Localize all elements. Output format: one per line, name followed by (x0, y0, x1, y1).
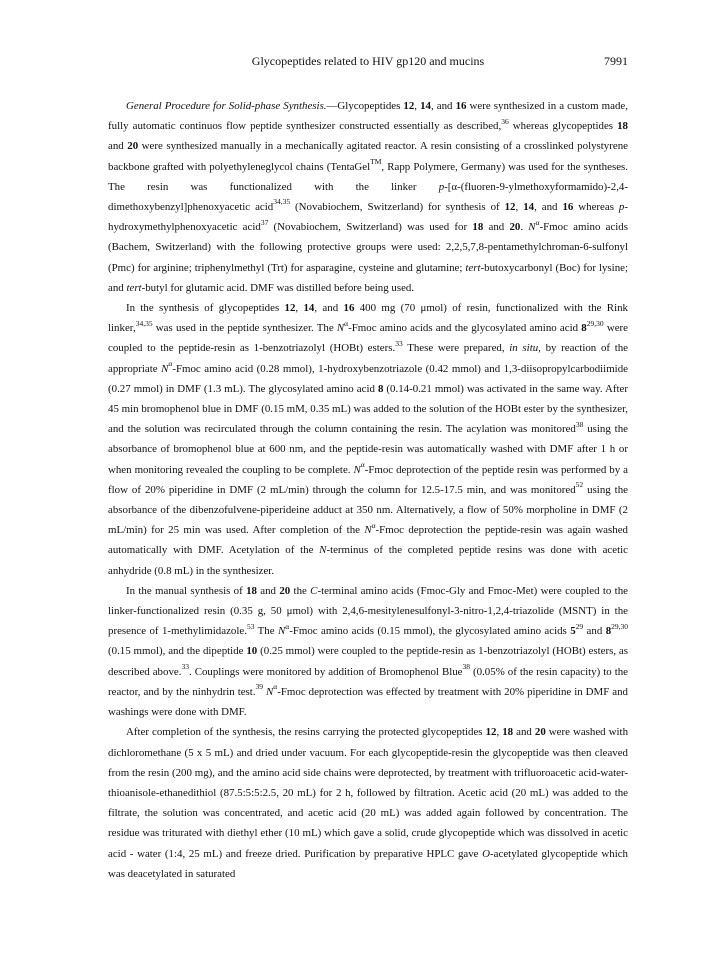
paragraph-cleavage: After completion of the synthesis, the resins carrying the protected glycopeptides 12, 18 and 20 were washed with dichloromethane (5 x 5 mL) and dried under vacuum. For each glycopeptide-resin the glycopeptide was then cleaved from the resin (200 mg), and the amino acid side chains were deprotected, by treatment with trifluoroacetic acid-water-thioanisole-ethanedithiol (87.5:5:5:2.5, 20 mL) for 2 h, followed by filtration. Acetic acid (20 mL) was added to the filtrate, the solution was concentrated, and acetic acid (20 mL) was added again followed by concentration. The residue was triturated with diethyl ether (10 mL) which gave a solid, crude glycopeptide which was dissolved in acetic acid - water (1:4, 25 mL) and freeze dried. Purification by preparative HPLC gave O-acetylated glycopeptide which was deacetylated in saturated (108, 726, 629, 880)
running-title: Glycopeptides related to HIV gp120 and mucins (251, 54, 485, 68)
page-number: 7991 (604, 54, 628, 68)
paragraph-manual-synthesis: In the manual synthesis of 18 and 20 the C-terminal amino acids (Fmoc-Gly and Fmoc-Met) were coupled to the linker-functionalized resin (0.35 g, 50 μmol) with 2,4,6-mesitylenesulfonyl-3-nitro-1,2,4-triazolide (MSNT) in the presence of 1-methylimidazole.$^{53}$ The $N^\alpha$-Fmoc amino acids (0.15 mmol), the glycosylated amino acids $5^{29}$ and 8$^{29,30}$ (0.15 mmol), and the dipeptide 10 (0.25 mmol) were coupled to the peptide-resin as 1-benzotriazolyl (HOBt) esters, as described above.$^{33}$. Couplings were monitored by addition of Bromophenol Blue$^{38}$ (0.05% of the resin capacity) to the reactor, and by the ninhydrin test.$^{39}$ $N^\alpha$-Fmoc deprotection was effected by treatment with 20% piperidine in DMF and washings were done with DMF. (108, 584, 629, 719)
running-header (108, 54, 628, 70)
paragraph-general-procedure (108, 96, 628, 298)
paragraph-automated-synthesis: In the synthesis of glycopeptides 12, 14, and 16 400 mg (70 μmol) of resin, functionalized with the Rink linker,$^{34,35}$ was used in the peptide synthesizer. The $N^\alpha$-Fmoc amino acids and the glycosylated amino acid 8$^{29,30}$ were coupled to the peptide-resin as 1-benzotriazolyl (HOBt) esters.$^{33}$ These were prepared, in situ, by reaction of the appropriate $N^\alpha$-Fmoc amino acid (0.28 mmol), 1-hydroxybenzotriazole (0.42 mmol) and 1,3-diisopropylcarbodiimide (0.27 mmol) in DMF (1.3 mL). The glycosylated amino acid 8 (0.14-0.21 mmol) was activated in the same way. After 45 min bromophenol blue in DMF (0.15 mM, 0.35 mL) was added to the solution of the HOBt ester by the synthesizer, and the solution was recirculated through the column containing the resin. The acylation was monitored$^{38}$ using the absorbance of bromophenol blue at 600 nm, and the peptide-resin was automatically washed with DMF after 1 h or when monitoring revealed the coupling to be complete. $N^\alpha$-Fmoc deprotection of the peptide resin was performed by a flow of 20% piperidine in DMF (2 mL/min) through the column for 12.5-17.5 min, and was monitored$^{52}$ using the absorbance of the dibenzofulvene-piperideine adduct at 350 nm. Alternatively, a flow of 50% morpholine in DMF (2 mL/min) for 25 min was used. After completion of the $N^\alpha$-Fmoc deprotection the peptide-resin was again washed automatically with DMF. Acetylation of the N-terminus of the completed peptide resins was done with acetic anhydride (0.8 mL) in the synthesizer. (108, 302, 629, 577)
body-text (108, 96, 628, 884)
paragraph-1-text: —Glycopeptides 12, 14, and 16 were synthesized in a custom made, fully automatic continuos flow peptide synthesizer constructed essentially as described,$^{36}$ whereas glycopeptides 18 and 20 were synthesized manually in a mechanically agitated reactor. A resin consisting of a crosslinked polystyrene backbone grafted with polyethyleneglycol chains (TentaGel™, Rapp Polymere, Germany) was used for the syntheses. The resin was functionalized with the linker p-[α-(fluoren-9-ylmethoxyformamido)-2,4-dimethoxybenzyl]phenoxyacetic acid$^{34,35}$ (Novabiochem, Switzerland) for synthesis of 12, 14, and 16 whereas p-hydroxymethylphenoxyacetic acid$^{37}$ (Novabiochem, Switzerland) was used for 18 and 20. $N^\alpha$-Fmoc amino acids (Bachem, Switzerland) with the following protective groups were used: 2,2,5,7,8-pentamethylchroman-6-sulfonyl (Pmc) for arginine; triphenylmethyl (Trt) for asparagine, cysteine and glutamine; tert-butoxycarbonyl (Boc) for lysine; and tert-butyl for glutamic acid. DMF was distilled before being used. (108, 100, 629, 294)
section-heading: General Procedure for Solid-phase Synthesis. (126, 100, 327, 112)
